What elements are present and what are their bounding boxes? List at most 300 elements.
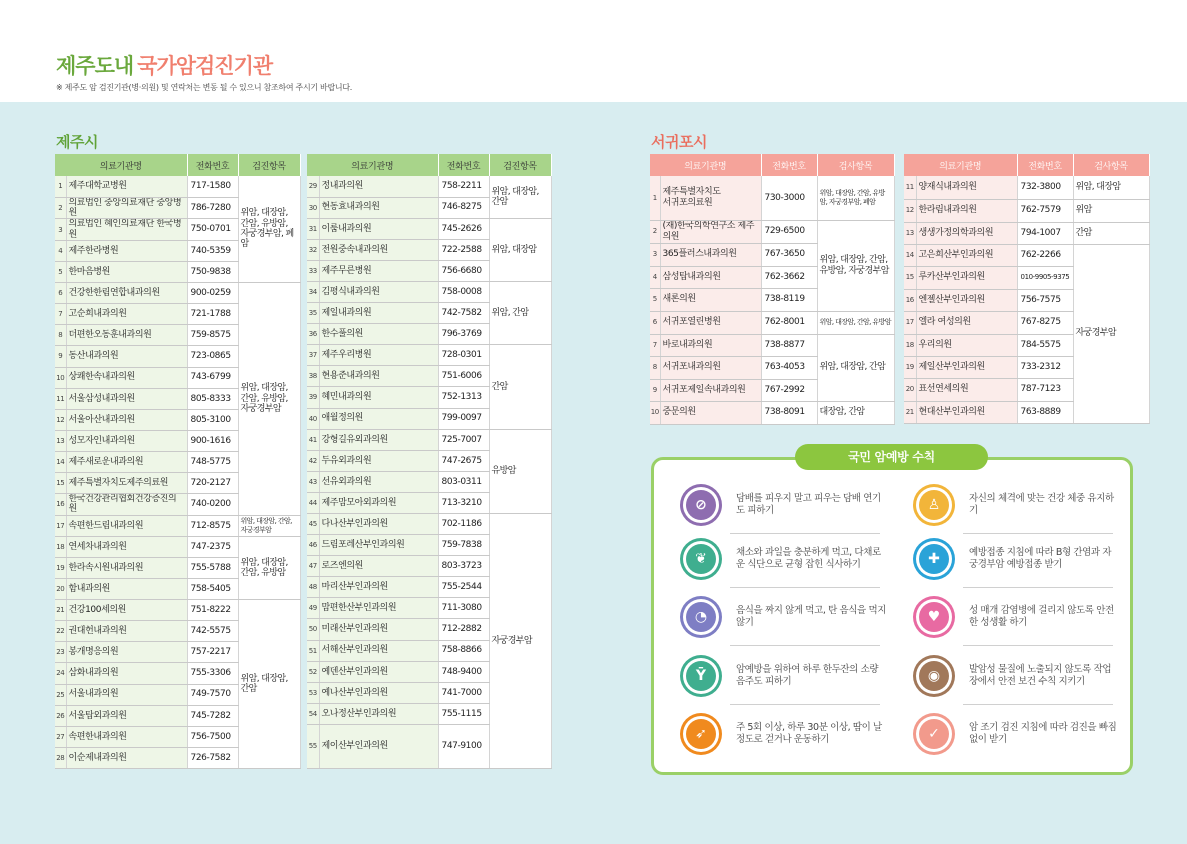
phone-number: 750-0701 [187,219,238,241]
institution-name: 김평식내과의원 [319,281,438,302]
institution-name: 삼성탑내과의원 [660,266,761,288]
row-number: 50 [307,619,319,640]
no-alcohol-icon: Ȳ [680,655,722,697]
institution-name: 맘편한산부인과의원 [319,598,438,619]
institution-name: 현용준내과의원 [319,366,438,387]
phone-number: 751-8222 [187,600,238,621]
institution-name: 드림포레산부인과의원 [319,535,438,556]
row-number: 2 [650,220,660,243]
row-number: 22 [55,621,66,642]
row-number: 4 [55,240,66,261]
phone-number: 756-7500 [187,726,238,747]
row-number: 53 [307,682,319,703]
phone-number: 751-6006 [438,366,489,387]
table-row [307,345,551,366]
row-number: 28 [55,747,66,768]
row-number: 11 [55,388,66,409]
row-number: 54 [307,703,319,724]
row-number: 2 [55,197,66,219]
prevention-rule-text: 채소와 과일을 충분하게 먹고, 다채로운 식단으로 균형 잡힌 식사하기 [736,546,881,570]
rule-divider [963,704,1113,705]
institution-name: 제일산부인과의원 [916,356,1017,378]
institution-name: 애월정의원 [319,408,438,429]
row-number: 33 [307,260,319,281]
row-number: 55 [307,724,319,768]
institution-name: 제주무른병원 [319,260,438,281]
row-number: 49 [307,598,319,619]
phone-number: 756-7575 [1017,289,1073,311]
phone-number: 748-9400 [438,661,489,682]
institution-name: 강형길유외과의원 [319,429,438,450]
phone-number: 732-3800 [1017,176,1073,199]
row-number: 4 [650,266,660,288]
row-number: 48 [307,577,319,598]
row-number: 13 [904,222,916,244]
prevention-rule-text: 암 조기 검진 지침에 따라 검진을 빠짐없이 받기 [969,721,1117,745]
institution-name: 예나산부인과의원 [319,682,438,703]
row-number: 30 [307,197,319,218]
phone-number: 755-5788 [187,557,238,578]
service-items: 위암, 대장암 [489,218,551,281]
row-number: 19 [904,356,916,378]
institution-name: 서귀포열린병원 [660,311,761,334]
prevention-rule [913,484,1119,526]
page-title [56,50,272,80]
prevention-rule [680,713,886,755]
phone-number: 758-0008 [438,281,489,302]
row-number: 15 [904,266,916,289]
phone-number: 758-8866 [438,640,489,661]
prevention-rule-text: 음식을 짜지 않게 먹고, 탄 음식을 먹지 않기 [736,604,886,628]
prevention-rule [680,538,886,580]
phone-number: 758-2211 [438,176,489,197]
table-row [904,244,1149,266]
institution-name: 서울탑외과의원 [66,705,187,726]
row-number: 1 [55,176,66,197]
row-number: 43 [307,471,319,492]
row-number: 42 [307,450,319,471]
rule-divider [963,645,1113,646]
institution-name: 제주우리병원 [319,345,438,366]
safe-sex-icon: ♥ [913,596,955,638]
phone-number: 738-8119 [761,288,817,311]
institution-name: 연세차내과의원 [66,536,187,557]
service-items: 대장암, 간암 [817,401,894,424]
service-items: 위암, 대장암, 간암, 유방암, 자궁경부암 [238,283,300,516]
institution-name: 한국건강관리협회건강증진의원 [66,494,187,516]
phone-number: 767-2992 [761,379,817,401]
phone-number: 762-2266 [1017,244,1073,266]
phone-number: 805-3100 [187,409,238,430]
institution-name: 동산내과의원 [66,346,187,367]
phone-number: 745-7282 [187,705,238,726]
phone-number: 805-8333 [187,388,238,409]
institution-name: 루카산부인과의원 [916,266,1017,289]
row-number: 40 [307,408,319,429]
jeju-table-right [307,154,552,769]
phone-number: 747-2675 [438,450,489,471]
institution-name: 미래산부인과의원 [319,619,438,640]
table-row [904,199,1149,222]
phone-number: 787-7123 [1017,378,1073,401]
phone-number: 756-6680 [438,260,489,281]
institution-name: 의료법인 중앙의료재단 중앙병원 [66,197,187,219]
service-items: 간암 [489,345,551,429]
institution-name: 새론의원 [660,288,761,311]
phone-number: 762-7579 [1017,199,1073,222]
phone-number: 763-4053 [761,356,817,379]
table-row [307,429,551,450]
institution-name: 서울내과의원 [66,684,187,705]
phone-number: 740-0200 [187,494,238,516]
institution-name: 더편한오동훈내과의원 [66,325,187,346]
phone-number: 767-3650 [761,243,817,266]
row-number: 13 [55,430,66,451]
service-items: 위암 [1073,199,1149,222]
table-row [307,176,551,197]
institution-name: 한수풀의원 [319,324,438,345]
institution-name: 이룸내과의원 [319,218,438,239]
prevention-rule [913,655,1119,697]
row-number: 16 [55,494,66,516]
institution-name: 정내과의원 [319,176,438,197]
phone-number: 749-7570 [187,684,238,705]
prevention-rule-text: 발암성 물질에 노출되지 않도록 작업장에서 안전 보건 수칙 지키기 [969,663,1112,687]
vegetable-icon: ❦ [680,538,722,580]
institution-name: 제주대학교병원 [66,176,187,197]
row-number: 7 [650,334,660,356]
row-number: 7 [55,304,66,325]
body-weight-icon: ♙ [913,484,955,526]
table-row [904,222,1149,244]
phone-number: 725-7007 [438,429,489,450]
section-title-jeju: 제주시 [56,133,98,151]
institution-name: 바로내과의원 [660,334,761,356]
phone-number: 762-8001 [761,311,817,334]
row-number: 3 [55,219,66,241]
institution-name: 서울아산내과의원 [66,409,187,430]
table-row [55,515,300,536]
row-number: 6 [650,311,660,334]
row-number: 51 [307,640,319,661]
prevention-rule [913,538,1119,580]
row-number: 25 [55,684,66,705]
institution-name: 엘라 여성의원 [916,311,1017,334]
phone-number: 752-1313 [438,387,489,408]
row-number: 29 [307,176,319,197]
institution-name: 상쾌한속내과의원 [66,367,187,388]
row-number: 21 [55,600,66,621]
service-items: 위암, 대장암, 간암, 유방암, 자궁경부암, 폐암 [817,176,894,220]
checkup-icon: ✓ [913,713,955,755]
prevention-rule [913,713,1119,755]
institution-name: 엔젤산부인과의원 [916,289,1017,311]
table-row [650,311,894,334]
phone-number: 747-2375 [187,536,238,557]
phone-number: 738-8091 [761,401,817,424]
seogwipo-table-left [650,154,895,425]
phone-number: 746-8275 [438,197,489,218]
col-header-service: 검진항목 [238,154,300,176]
service-items: 위암, 대장암, 간암 [238,600,300,769]
row-number: 26 [55,705,66,726]
prevention-rule-text: 암예방을 위하여 하루 한두잔의 소량 음주도 피하기 [736,663,879,687]
row-number: 18 [904,334,916,356]
row-number: 16 [904,289,916,311]
row-number: 23 [55,642,66,663]
phone-number: 755-1115 [438,703,489,724]
prevention-rule-text: 예방접종 지침에 따라 B형 간염과 자궁경부암 예방접종 받기 [969,546,1112,570]
row-number: 19 [55,557,66,578]
row-number: 5 [55,262,66,283]
row-number: 17 [55,515,66,536]
institution-name: 로즈엔의원 [319,556,438,577]
institution-name: 삼화내과의원 [66,663,187,684]
row-number: 20 [904,378,916,401]
row-number: 17 [904,311,916,334]
institution-name: 생생가정의학과의원 [916,222,1017,244]
page-title-part2: 국가암검진기관 [137,54,273,78]
row-number: 45 [307,514,319,535]
phone-number: 767-8275 [1017,311,1073,334]
row-number: 32 [307,239,319,260]
institution-name: 봉개명응의원 [66,642,187,663]
institution-name: 성모자인내과의원 [66,430,187,451]
institution-name: 현동효내과의원 [319,197,438,218]
phone-number: 803-3723 [438,556,489,577]
institution-name: 제주특별자치도제주의료원 [66,473,187,494]
row-number: 12 [55,409,66,430]
phone-number: 712-2882 [438,619,489,640]
row-number: 20 [55,579,66,600]
service-items: 유방암 [489,429,551,513]
institution-name: 속편한내과의원 [66,726,187,747]
institution-name: 양재식내과의원 [916,176,1017,199]
prevention-rule [680,596,886,638]
table-row [650,220,894,243]
no-smoking-icon: ⊘ [680,484,722,526]
phone-number: 726-7582 [187,747,238,768]
phone-number: 728-0301 [438,345,489,366]
page-title-part1: 제주도내 [56,54,134,78]
service-items: 위암, 대장암 [1073,176,1149,199]
table-row [307,218,551,239]
prevention-rule [680,484,886,526]
salt-icon: ◔ [680,596,722,638]
phone-number: 742-5575 [187,621,238,642]
section-title-seogwipo: 서귀포시 [651,133,707,151]
service-items: 위암, 대장암, 간암 [817,334,894,401]
phone-number: 712-8575 [187,515,238,536]
table-row [55,600,300,621]
phone-number: 748-5775 [187,451,238,472]
phone-number: 720-2127 [187,473,238,494]
rule-divider [730,587,880,588]
service-items: 위암, 대장암, 간암 [489,176,551,218]
institution-name: 고순희내과의원 [66,304,187,325]
institution-name: 한마음병원 [66,262,187,283]
col-header-service: 검사항목 [817,154,894,176]
phone-number: 755-3306 [187,663,238,684]
phone-number: 711-3080 [438,598,489,619]
phone-number: 759-8575 [187,325,238,346]
row-number: 9 [650,379,660,401]
rule-divider [730,533,880,534]
row-number: 3 [650,243,660,266]
institution-name: 다나산부인과의원 [319,514,438,535]
phone-number: 733-2312 [1017,356,1073,378]
phone-number: 763-8889 [1017,401,1073,423]
institution-name: 365플러스내과의원 [660,243,761,266]
prevention-rule [680,655,886,697]
row-number: 1 [650,176,660,220]
institution-name: 오나정산부인과의원 [319,703,438,724]
row-number: 36 [307,324,319,345]
phone-number: 740-5359 [187,240,238,261]
prevention-rule-text: 성 매개 감염병에 걸리지 않도록 안전한 성생활 하기 [969,604,1114,628]
institution-name: 권대헌내과의원 [66,621,187,642]
institution-name: 제주새로운내과의원 [66,451,187,472]
row-number: 47 [307,556,319,577]
rule-divider [730,704,880,705]
institution-name: 혜민내과의원 [319,387,438,408]
institution-name: 중문의원 [660,401,761,424]
service-items: 자궁경부암 [1073,244,1149,423]
vaccine-icon: ✚ [913,538,955,580]
prevention-rule-text: 주 5회 이상, 하루 30분 이상, 땀이 날 정도로 걷거나 운동하기 [736,721,882,745]
institution-name: 두유외과의원 [319,450,438,471]
phone-number: 794-1007 [1017,222,1073,244]
prevention-rule [913,596,1119,638]
prevention-title: 국민 암예방 수칙 [795,444,988,470]
phone-number: 747-9100 [438,724,489,768]
service-items: 위암, 대장암, 간암, 유방암 [238,536,300,599]
phone-number: 743-6799 [187,367,238,388]
table-row [650,401,894,424]
institution-name: 의료법인 혜인의료재단 한국병원 [66,219,187,241]
table-row [55,176,300,197]
row-number: 44 [307,492,319,513]
phone-number: 757-2217 [187,642,238,663]
phone-number: 784-5575 [1017,334,1073,356]
phone-number: 738-8877 [761,334,817,356]
institution-name: 함내과의원 [66,579,187,600]
institution-name: 제주한라병원 [66,240,187,261]
institution-name: 제주특별자치도 서귀포의료원 [660,176,761,220]
institution-name: 제일내과의원 [319,303,438,324]
row-number: 34 [307,281,319,302]
table-row [650,334,894,356]
row-number: 5 [650,288,660,311]
row-number: 46 [307,535,319,556]
service-items: 위암, 대장암, 간암, 유방암 [817,311,894,334]
table-row [55,283,300,304]
phone-number: 713-3210 [438,492,489,513]
table-row [307,514,551,535]
institution-name: 건강한한림연합내과의원 [66,283,187,304]
institution-name: 우리의원 [916,334,1017,356]
row-number: 27 [55,726,66,747]
phone-number: 803-0311 [438,471,489,492]
institution-name: 표선연세의원 [916,378,1017,401]
row-number: 21 [904,401,916,423]
row-number: 6 [55,283,66,304]
gas-mask-icon: ◉ [913,655,955,697]
rule-divider [963,587,1113,588]
phone-number: 796-3769 [438,324,489,345]
institution-name: 제주맘모아외과의원 [319,492,438,513]
phone-number: 729-6500 [761,220,817,243]
col-header-service: 검진항목 [489,154,551,176]
phone-number: 730-3000 [761,176,817,220]
col-header-phone: 전화번호 [1017,154,1073,176]
row-number: 31 [307,218,319,239]
prevention-rule-text: 담배를 피우지 말고 피우는 담배 연기도 피하기 [736,492,881,516]
phone-number: 900-1616 [187,430,238,451]
service-items: 위암, 대장암, 간암, 유방암, 자궁경부암 [817,220,894,311]
phone-number: 762-3662 [761,266,817,288]
phone-number: 722-2588 [438,239,489,260]
phone-number: 723-0865 [187,346,238,367]
table-row [650,176,894,220]
phone-number: 786-7280 [187,197,238,219]
institution-name: 예덴산부인과의원 [319,661,438,682]
phone-number: 758-5405 [187,579,238,600]
row-number: 15 [55,473,66,494]
col-header-service: 검사항목 [1073,154,1149,176]
institution-name: 서귀포제일속내과의원 [660,379,761,401]
phone-number: 010-9905-9375 [1017,266,1073,289]
phone-number: 717-1580 [187,176,238,197]
institution-name: 전원중속내과의원 [319,239,438,260]
row-number: 9 [55,346,66,367]
col-header-name: 의료기관명 [650,154,761,176]
phone-number: 750-9838 [187,262,238,283]
institution-name: 마리산부인과의원 [319,577,438,598]
row-number: 14 [904,244,916,266]
institution-name: 현대산부인과의원 [916,401,1017,423]
table-row [307,281,551,302]
table-row [904,176,1149,199]
table-row [55,536,300,557]
col-header-name: 의료기관명 [904,154,1017,176]
phone-number: 721-1788 [187,304,238,325]
rule-divider [730,645,880,646]
service-items: 위암, 간암 [489,281,551,344]
row-number: 8 [55,325,66,346]
rule-divider [963,533,1113,534]
service-items: 자궁경부암 [489,514,551,769]
institution-name: 고은희산부인과의원 [916,244,1017,266]
service-items: 위암, 대장암, 간암, 유방암, 자궁경부암, 폐암 [238,176,300,283]
institution-name: (재)한국의학연구소 제주의원 [660,220,761,243]
row-number: 8 [650,356,660,379]
row-number: 35 [307,303,319,324]
phone-number: 702-1186 [438,514,489,535]
row-number: 38 [307,366,319,387]
phone-number: 742-7582 [438,303,489,324]
institution-name: 이순제내과의원 [66,747,187,768]
page-header [0,0,1187,102]
institution-name: 선유외과의원 [319,471,438,492]
row-number: 24 [55,663,66,684]
jeju-table-left [55,154,301,769]
institution-name: 건강100세의원 [66,600,187,621]
row-number: 37 [307,345,319,366]
col-header-name: 의료기관명 [307,154,438,176]
page-note: ※ 제주도 암 검진기관(병·의원) 및 연락처는 변동 될 수 있으니 참조하여 주시기 바랍니다. [56,83,352,92]
prevention-rule-text: 자신의 체격에 맞는 건강 체중 유지하기 [969,492,1114,516]
